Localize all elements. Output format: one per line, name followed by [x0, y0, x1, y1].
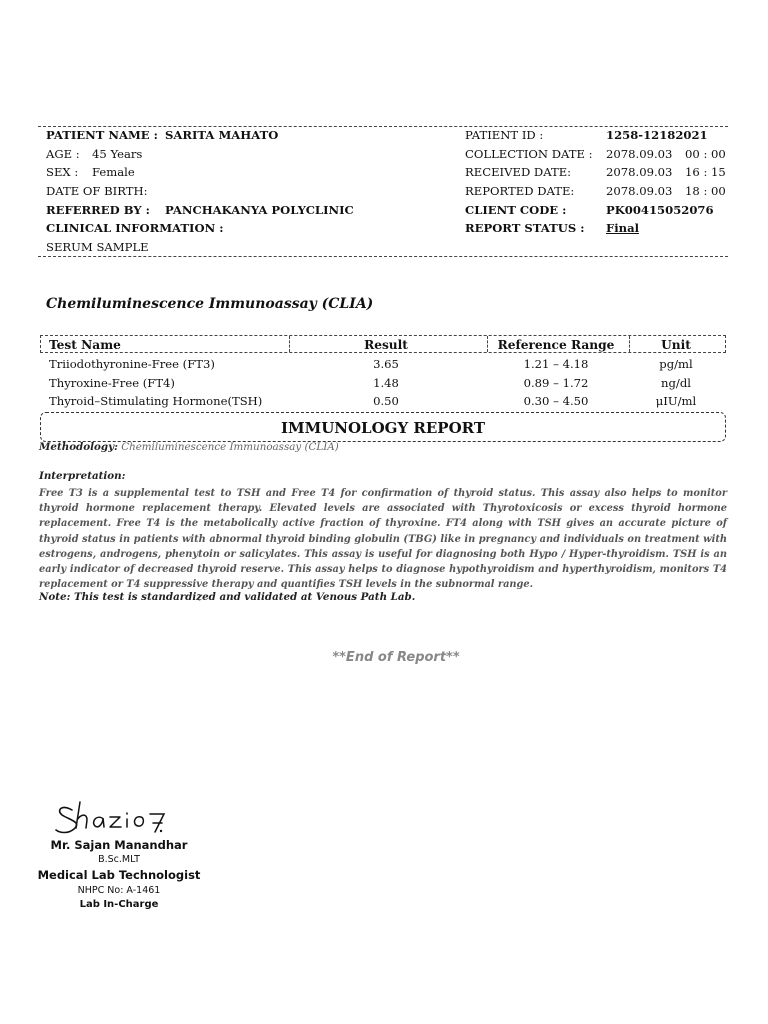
test-section-heading: Chemiluminescence Immunoassay (CLIA): [46, 296, 374, 312]
methodology-value: Chemiluminescence Immunoassay (CLIA): [121, 441, 339, 453]
patient-id-label: PATIENT ID :: [465, 128, 544, 142]
age-value: 45 Years: [92, 147, 143, 161]
column-header-reference-range: Reference Range: [497, 338, 615, 352]
table-cell-reference-range: 0.89 – 1.72: [523, 376, 589, 390]
column-header-unit: Unit: [661, 338, 691, 352]
signature-image: [52, 796, 202, 840]
methodology-label: Methodology:: [39, 441, 118, 453]
signatory-role: Lab In-Charge: [79, 899, 159, 910]
table-cell-result: 3.65: [373, 357, 399, 371]
table-cell-reference-range: 0.30 – 4.50: [523, 394, 589, 408]
interpretation-text: Free T3 is a supplemental test to TSH and Free T4 for confirmation of thyroid status. This assay also helps to monitor thyroid hormone replacement therapy. Elevated levels are associated with Thyrotoxicosis or excess thyroid hormone replacement. Free T4 is the metabolically active fraction of thyroxine. FT4 along with TSH gives an accurate picture of thyroid status in patients with abnormal thyroid binding globulin (TBG) like in pregnancy and individuals on treatment with estrogens, androgens, phenytoin or salicylates. This assay is useful for diagnosing both Hypo / Hyper-thyroidism. TSH is an early indicator of decreased thyroid reserve. This assay helps to diagnose hypothyroidism and hyperthyroidism, monitors T4 replacement or T4 suppressive therapy and quantifies TSH levels in the subnormal range.: [39, 488, 727, 591]
table-cell-result: 0.50: [373, 394, 399, 408]
client-code-label: CLIENT CODE :: [465, 203, 567, 217]
collection-time-value: 00 : 00: [685, 147, 726, 161]
age-label: AGE :: [46, 147, 80, 161]
patient-id-value: 1258-12182021: [606, 128, 708, 142]
received-time-value: 16 : 15: [685, 165, 726, 179]
interpretation-title: Interpretation:: [39, 470, 126, 482]
collection-date-label: COLLECTION DATE :: [465, 147, 593, 161]
referred-by-value: PANCHAKANYA POLYCLINIC: [165, 203, 354, 217]
header-top-rule: [38, 126, 728, 127]
report-title-banner: [40, 412, 726, 442]
table-cell-unit: μIU/ml: [655, 394, 697, 408]
report-status-value: Final: [606, 221, 639, 235]
signatory-qualification: B.Sc.MLT: [98, 854, 140, 865]
report-title: IMMUNOLOGY REPORT: [280, 419, 486, 437]
patient-name-label: PATIENT NAME :: [46, 128, 158, 142]
table-cell-test-name: Triiodothyronine-Free (FT3): [49, 357, 215, 371]
report-status-label: REPORT STATUS :: [465, 221, 585, 235]
sample-type: SERUM SAMPLE: [46, 240, 149, 254]
reported-time-value: 18 : 00: [685, 184, 726, 198]
table-cell-test-name: Thyroxine-Free (FT4): [49, 376, 175, 390]
table-cell-unit: ng/dl: [661, 376, 691, 390]
header-bottom-rule: [38, 256, 728, 257]
table-cell-unit: pg/ml: [659, 357, 693, 371]
reported-date-label: REPORTED DATE:: [465, 184, 575, 198]
column-header-test-name: Test Name: [49, 338, 121, 352]
signatory-designation: Medical Lab Technologist: [37, 868, 201, 882]
table-cell-test-name: Thyroid–Stimulating Hormone(TSH): [49, 394, 263, 408]
validation-note: Note: This test is standardized and validated at Venous Path Lab.: [39, 591, 416, 603]
column-header-result: Result: [364, 338, 408, 352]
sex-label: SEX :: [46, 165, 79, 179]
collection-date-value: 2078.09.03: [606, 147, 673, 161]
received-date-value: 2078.09.03: [606, 165, 673, 179]
signatory-block: [34, 794, 204, 922]
received-date-label: RECEIVED DATE:: [465, 165, 572, 179]
end-of-report: **End of Report**: [332, 650, 460, 665]
reported-date-value: 2078.09.03: [606, 184, 673, 198]
referred-by-label: REFERRED BY :: [46, 203, 150, 217]
signatory-name: Mr. Sajan Manandhar: [50, 838, 188, 852]
table-cell-reference-range: 1.21 – 4.18: [523, 357, 589, 371]
clinical-info-label: CLINICAL INFORMATION :: [46, 221, 224, 235]
client-code-value: PK00415052076: [606, 203, 714, 217]
sex-value: Female: [92, 165, 135, 179]
dob-label: DATE OF BIRTH:: [46, 184, 148, 198]
methodology-line: [39, 441, 339, 453]
patient-name-value: SARITA MAHATO: [165, 128, 279, 142]
signatory-nhpc-number: NHPC No: A-1461: [77, 885, 161, 896]
table-cell-result: 1.48: [373, 376, 399, 390]
